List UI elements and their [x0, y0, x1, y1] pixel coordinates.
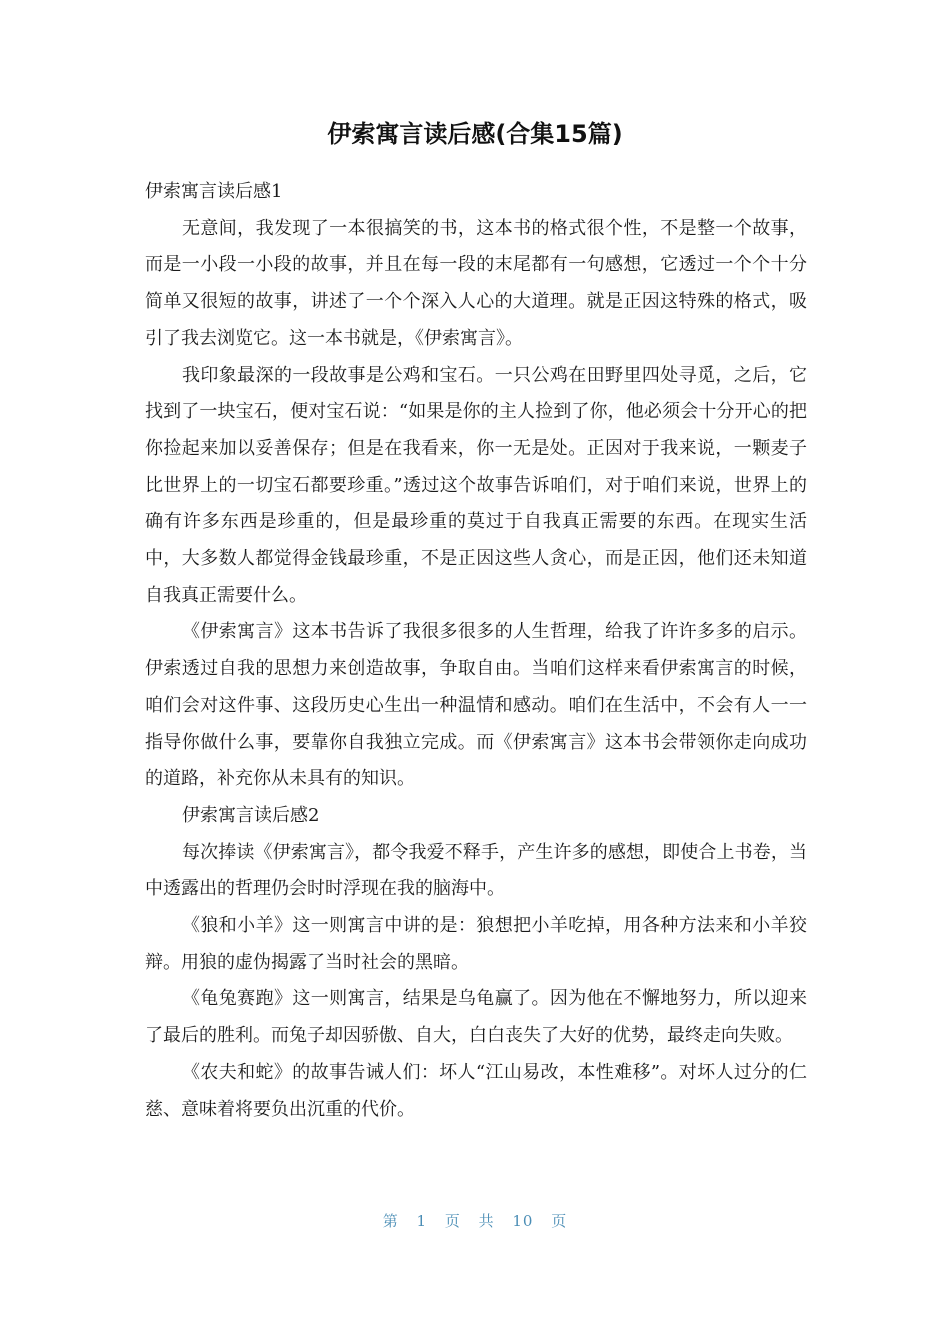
section-heading: 伊索寓言读后感2 — [182, 804, 320, 826]
body-paragraph: 无意间，我发现了一本很搞笑的书，这本书的格式很个性，不是整一个故事，而是一小段一小段的故事，并且在每一段的末尾都有一句感想，它透过一个个十分简单又很短的故事，讲述了一个个深入人心的大道理。就是正因这特殊的格式，吸引了我去浏览它。这一本书就是，《伊索寓言》。 — [145, 217, 807, 349]
document-body — [145, 174, 807, 1128]
section-heading: 伊索寓言读后感1 — [145, 181, 283, 202]
body-paragraph: 《伊索寓言》这本书告诉了我很多很多的人生哲理，给我了许许多多的启示。伊索透过自我的思想力来创造故事，争取自由。当咱们这样来看伊索寓言的时候，咱们会对这件事、这段历史心生出一种温情和感动。咱们在生活中，不会有人一一指导你做什么事，要靠你自我独立完成。而《伊索寓言》这本书会带领你走向成功的道路，补充你从未具有的知识。 — [145, 621, 807, 790]
document-title: 伊索寓言读后感(合集15篇) — [327, 120, 623, 148]
body-paragraph: 我印象最深的一段故事是公鸡和宝石。一只公鸡在田野里四处寻觅，之后，它找到了一块宝石，便对宝石说：“如果是你的主人捡到了你，他必须会十分开心的把你捡起来加以妥善保存；但是在我看来，你一无是处。正因对于我来说，一颗麦子比世界上的一切宝石都要珍重。”透过这个故事告诉咱们，对于咱们来说，世界上的确有许多东西是珍重的，但是最珍重的莫过于自我真正需要的东西。在现实生活中，大多数人都觉得金钱最珍重，不是正因这些人贪心，而是正因，他们还未知道自我真正需要什么。 — [145, 364, 807, 606]
body-paragraph: 《农夫和蛇》的故事告诫人们：坏人“江山易改，本性难移”。对坏人过分的仁慈、意味着将要负出沉重的代价。 — [145, 1061, 807, 1120]
body-paragraph: 《狼和小羊》这一则寓言中讲的是：狼想把小羊吃掉，用各种方法来和小羊狡辩。用狼的虚伪揭露了当时社会的黑暗。 — [145, 915, 807, 973]
body-paragraph: 每次捧读《伊索寓言》，都令我爱不释手，产生许多的感想，即使合上书卷，当中透露出的哲理仍会时时浮现在我的脑海中。 — [145, 841, 807, 900]
page-number-footer: 第 1 页 共 10 页 — [382, 1212, 568, 1230]
body-paragraph: 《龟兔赛跑》这一则寓言，结果是乌龟赢了。因为他在不懈地努力，所以迎来了最后的胜利。而兔子却因骄傲、自大，白白丧失了大好的优势，最终走向失败。 — [145, 988, 807, 1047]
